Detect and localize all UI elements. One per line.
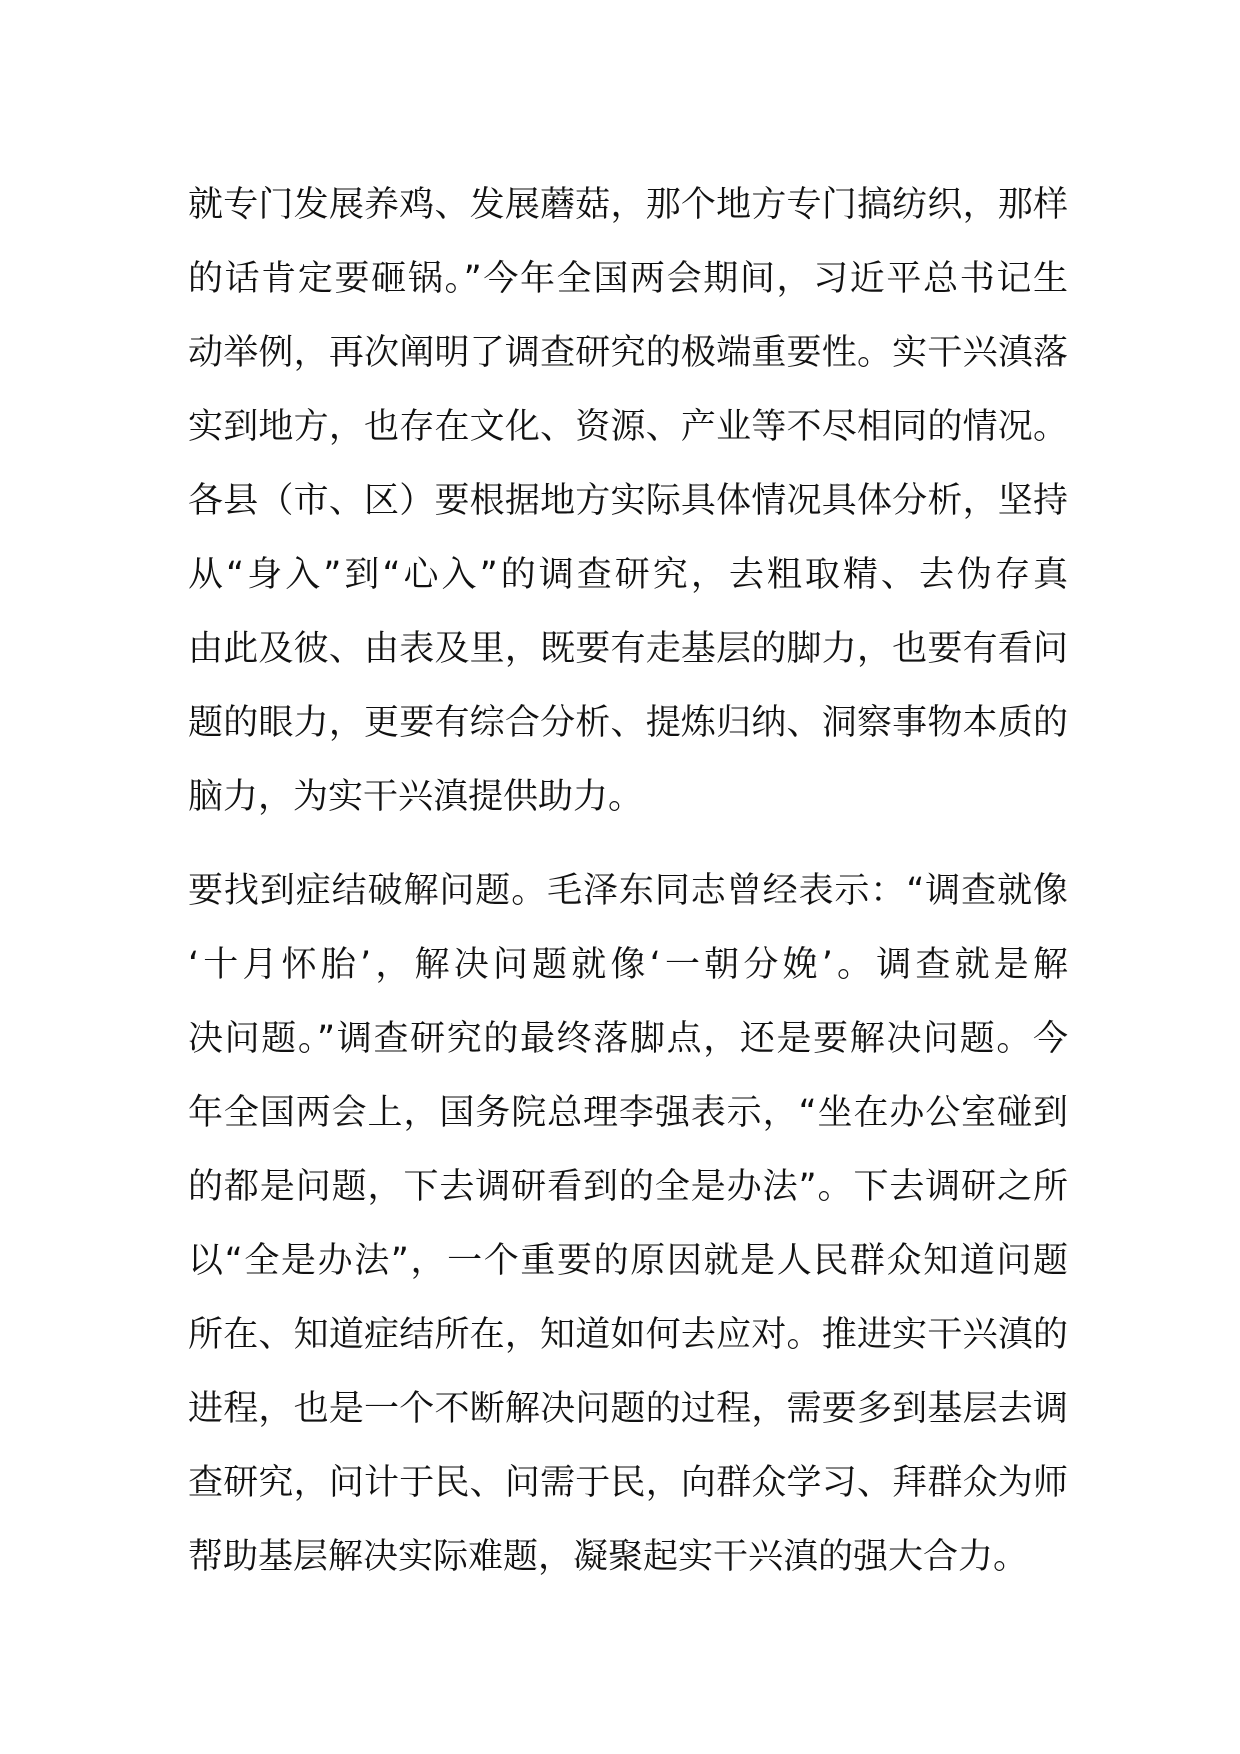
paragraph-line: 从“身入”到“心入”的调查研究，去粗取精、去伪存真 [188,555,1068,595]
paragraph-line: 各县（市、区）要根据地方实际具体情况具体分析，坚持 [188,481,1068,521]
paragraph-1 [188,168,1068,834]
paragraph-line: 进程，也是一个不断解决问题的过程，需要多到基层去调 [188,1389,1068,1429]
paragraph-line: 由此及彼、由表及里，既要有走基层的脚力，也要有看问 [188,629,1068,669]
paragraph-line: 脑力，为实干兴滇提供助力。 [188,777,644,817]
paragraph-line: 就专门发展养鸡、发展蘑菇，那个地方专门搞纺织，那样 [188,185,1068,225]
paragraph-line: 的话肯定要砸锅。”今年全国两会期间，习近平总书记生 [188,259,1068,299]
paragraph-line: 题的眼力，更要有综合分析、提炼归纳、洞察事物本质的 [188,703,1068,743]
paragraph-line: 帮助基层解决实际难题，凝聚起实干兴滇的强大合力。 [188,1537,1029,1577]
paragraph-line: ‘十月怀胎’，解决问题就像‘一朝分娩’。调查就是解 [188,945,1068,985]
paragraph-line: 的都是问题，下去调研看到的全是办法”。下去调研之所 [188,1167,1068,1207]
paragraph-line: 年全国两会上，国务院总理李强表示，“坐在办公室碰到 [188,1093,1068,1133]
paragraph-line: 决问题。”调查研究的最终落脚点，还是要解决问题。今 [188,1019,1068,1059]
document-body [188,168,1068,1594]
paragraph-line: 实到地方，也存在文化、资源、产业等不尽相同的情况。 [188,407,1068,447]
paragraph-2 [188,854,1068,1594]
paragraph-line: 动举例，再次阐明了调查研究的极端重要性。实干兴滇落 [188,333,1068,373]
paragraph-line: 要找到症结破解问题。毛泽东同志曾经表示：“调查就像 [188,871,1068,911]
paragraph-line: 查研究，问计于民、问需于民，向群众学习、拜群众为师 [188,1463,1068,1503]
paragraph-line: 以“全是办法”，一个重要的原因就是人民群众知道问题 [188,1241,1068,1281]
paragraph-line: 所在、知道症结所在，知道如何去应对。推进实干兴滇的 [188,1315,1068,1355]
